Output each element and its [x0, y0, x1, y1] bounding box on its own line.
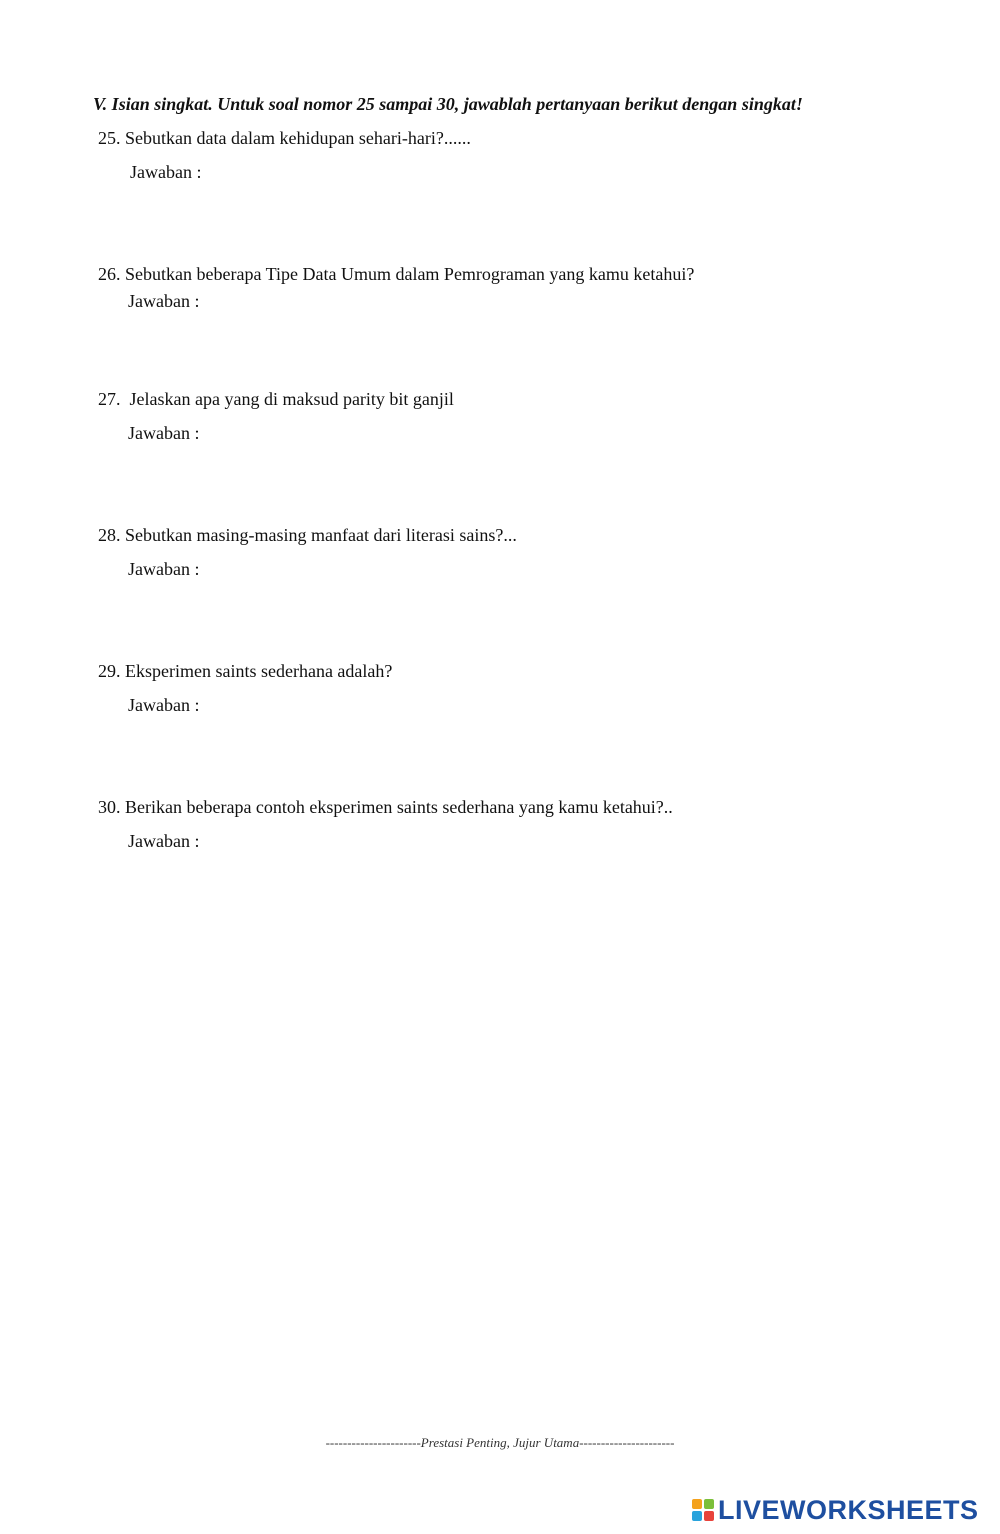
question-25	[98, 128, 471, 149]
answer-label-26: Jawaban :	[128, 291, 200, 311]
question-30	[98, 797, 673, 818]
question-29	[98, 661, 392, 682]
liveworksheets-logo	[692, 1494, 979, 1526]
answer-label-28: Jawaban :	[128, 559, 200, 579]
logo-square-icon	[704, 1499, 714, 1509]
question-text: Sebutkan data dalam kehidupan sehari-hari?......	[125, 128, 471, 148]
question-26	[98, 264, 694, 285]
question-text: Sebutkan masing-masing manfaat dari literasi sains?...	[125, 525, 517, 545]
question-number: 27.	[98, 389, 121, 409]
question-27	[98, 389, 454, 410]
question-number: 26.	[98, 264, 121, 284]
question-text: Berikan beberapa contoh eksperimen saints sederhana yang kamu ketahui?..	[125, 797, 673, 817]
logo-text: LIVEWORKSHEETS	[718, 1494, 979, 1525]
question-text: Eksperimen saints sederhana adalah?	[125, 661, 393, 681]
logo-mark-icon	[692, 1499, 714, 1521]
logo-square-icon	[692, 1511, 702, 1521]
question-number: 25.	[98, 128, 121, 148]
question-28	[98, 525, 517, 546]
logo-square-icon	[704, 1511, 714, 1521]
answer-label-25: Jawaban :	[130, 162, 202, 182]
question-number: 29.	[98, 661, 121, 681]
question-number: 28.	[98, 525, 121, 545]
logo-square-icon	[692, 1499, 702, 1509]
answer-label-27: Jawaban :	[128, 423, 200, 443]
answer-label-29: Jawaban :	[128, 695, 200, 715]
answer-label-30: Jawaban :	[128, 831, 200, 851]
section-title: V. Isian singkat. Untuk soal nomor 25 sampai 30, jawablah pertanyaan berikut dengan singkat!	[93, 94, 803, 114]
footer-motto: ----------------------Prestasi Penting, Jujur Utama----------------------	[325, 1435, 675, 1450]
question-number: 30.	[98, 797, 121, 817]
question-text: Sebutkan beberapa Tipe Data Umum dalam Pemrograman yang kamu ketahui?	[125, 264, 695, 284]
question-text: Jelaskan apa yang di maksud parity bit ganjil	[125, 389, 454, 409]
